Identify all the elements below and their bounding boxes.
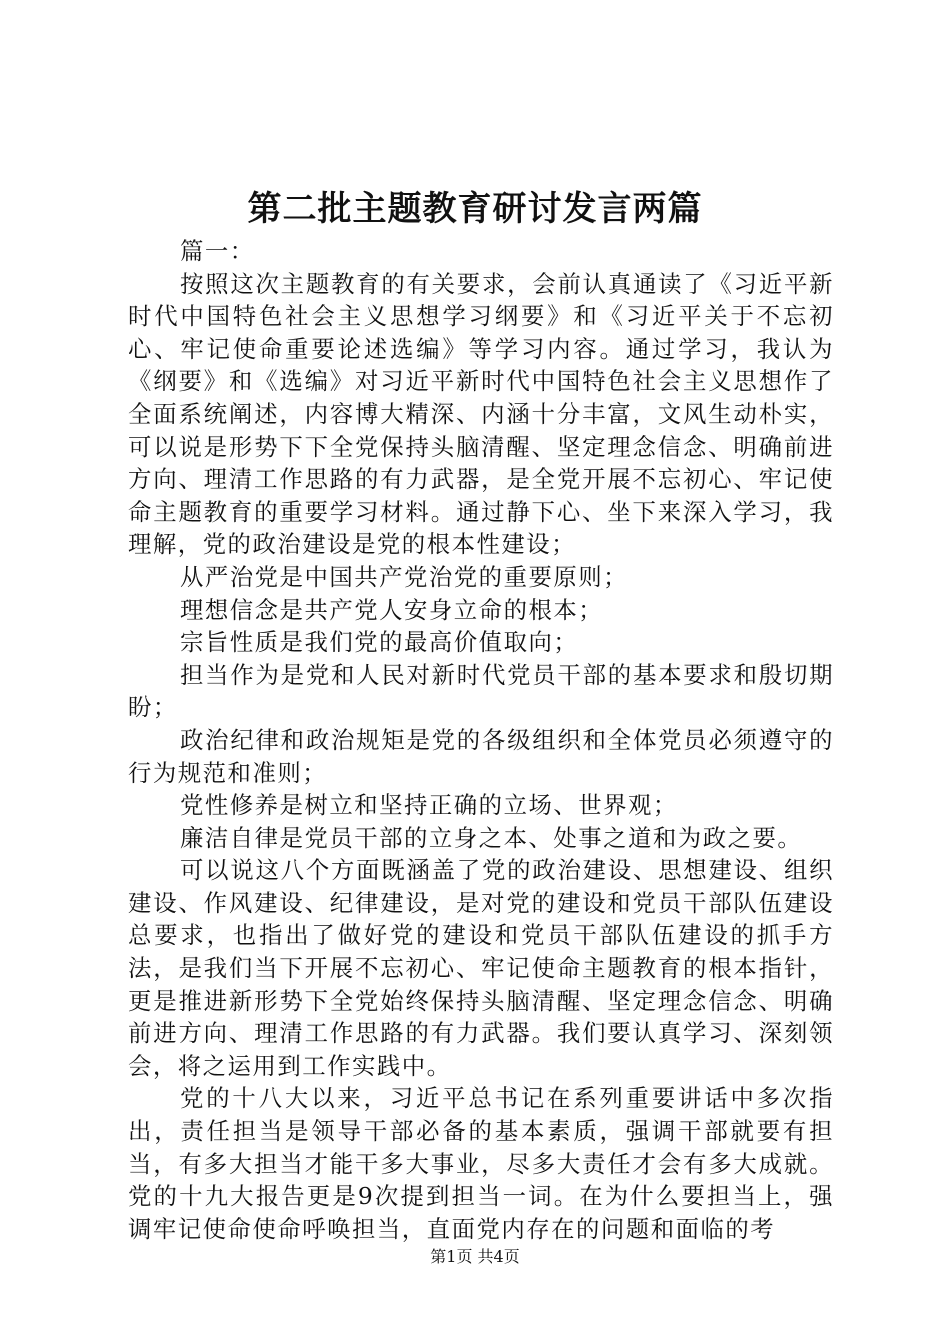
paragraph: 宗旨性质是我们党的最高价值取向；	[180, 628, 579, 657]
paragraph: 党性修养是树立和坚持正确的立场、世界观；	[180, 791, 678, 820]
paragraph: 廉洁自律是党员干部的立身之本、处事之道和为政之要。	[180, 823, 803, 852]
paragraph: 篇一：	[180, 237, 255, 265]
page-footer: 第1页 共4页	[430, 1247, 520, 1266]
paragraph: 党的十八大以来，习近平总书记在系列重要讲话中多次指出，责任担当是领导干部必备的基本素质，强调干部就要有担当，有多大担当才能干多大事业，尽多大责任才会有多大成就。党的十九大报告更是9次提到担当一词。在为什么要担当上，强调牢记使命使命呼唤担当，直面党内存在的问题和面临的考	[128, 1084, 834, 1243]
paragraph: 理想信念是共产党人安身立命的根本；	[180, 595, 604, 624]
paragraph: 政治纪律和政治规矩是党的各级组织和全体党员必须遵守的行为规范和准则；	[128, 725, 834, 787]
paragraph: 从严治党是中国共产党治党的重要原则；	[180, 562, 629, 591]
document-title: 第二批主题教育研讨发言两篇	[247, 189, 703, 229]
paragraph: 按照这次主题教育的有关要求，会前认真通读了《习近平新时代中国特色社会主义思想学习纲要》和《习近平关于不忘初心、牢记使命重要论述选编》等学习内容。通过学习，我认为《纲要》和《选编》对习近平新时代中国特色社会主义思想作了全面系统阐述，内容博大精深、内涵十分丰富，文风生动朴实，可以说是形势下下全党保持头脑清醒、坚定理念信念、明确前进方向、理清工作思路的有力武器，是全党开展不忘初心、牢记使命主题教育的重要学习材料。通过静下心、坐下来深入学习，我理解，党的政治建设是党的根本性建设；	[128, 269, 834, 559]
paragraph: 担当作为是党和人民对新时代党员干部的基本要求和殷切期盼；	[128, 660, 834, 722]
document-body	[128, 235, 834, 1245]
paragraph: 可以说这八个方面既涵盖了党的政治建设、思想建设、组织建设、作风建设、纪律建设，是对党的建设和党员干部队伍建设总要求，也指出了做好党的建设和党员干部队伍建设的抓手方法，是我们当下开展不忘初心、牢记使命主题教育的根本指针，更是推进新形势下全党始终保持头脑清醒、坚定理念信念、明确前进方向、理清工作思路的有力武器。我们要认真学习、深刻领会，将之运用到工作实践中。	[128, 856, 834, 1080]
